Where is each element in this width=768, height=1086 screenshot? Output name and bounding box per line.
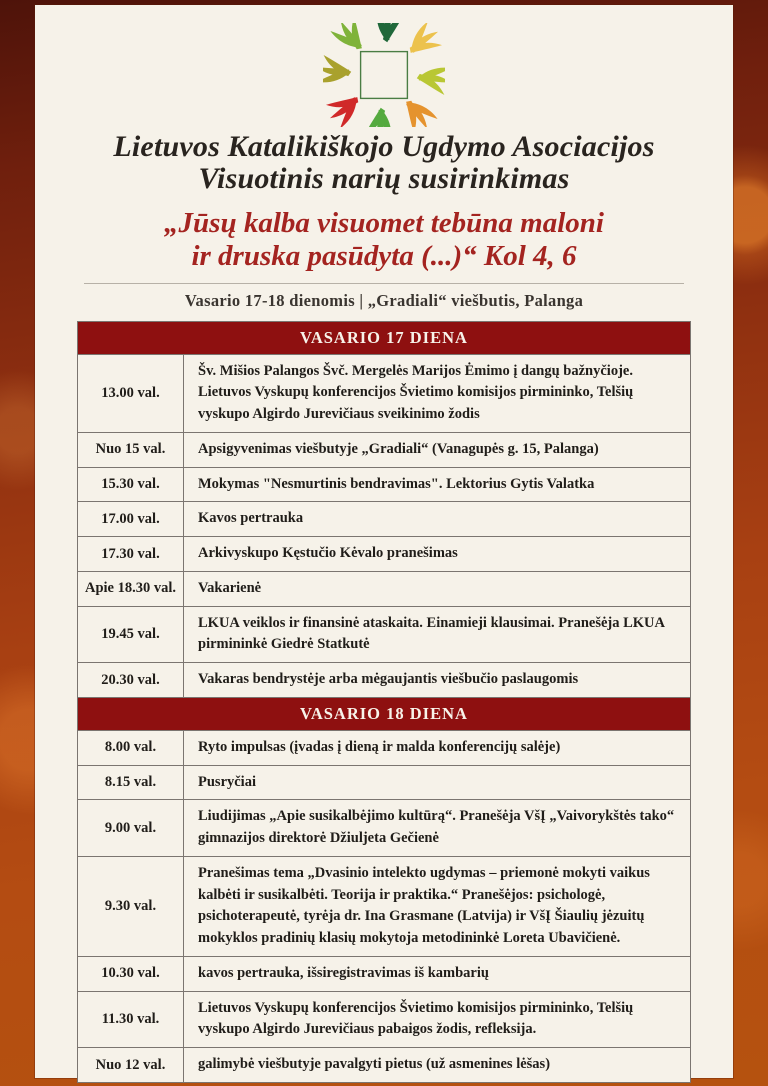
activity-cell: galimybė viešbutyje pavalgyti pietus (už asmenines lėšas)	[184, 1048, 691, 1083]
table-row	[78, 765, 691, 800]
time-cell: Nuo 15 val.	[78, 432, 184, 467]
page-title-line1: Lietuvos Katalikiškojo Ugdymo Asociacijos	[113, 130, 655, 163]
poster-panel	[35, 5, 733, 1078]
page-title	[35, 131, 733, 194]
day1-header-row	[78, 321, 691, 354]
time-cell: 13.00 val.	[78, 354, 184, 432]
table-row	[78, 571, 691, 606]
time-cell: 9.00 val.	[78, 800, 184, 857]
table-row	[78, 800, 691, 857]
activity-cell: Apsigyvenimas viešbutyje „Gradiali“ (Vanagupės g. 15, Palanga)	[184, 432, 691, 467]
day2-section	[78, 697, 691, 1082]
separator-line	[84, 283, 684, 284]
activity-cell: Šv. Mišios Palangos Švč. Mergelės Marijos Ėmimo į dangų bažnyčioje. Lietuvos Vyskupų konferencijos Švietimo komisijos pirmininko, Telšių vyskupo Algirdo Jurevičiaus sveikinimo žodis	[184, 354, 691, 432]
association-star-logo-icon	[323, 23, 445, 127]
time-cell: 10.30 val.	[78, 956, 184, 991]
table-row	[78, 1048, 691, 1083]
event-date-venue: Vasario 17-18 dienomis | „Gradiali“ viešbutis, Palanga	[184, 290, 584, 310]
activity-cell: kavos pertrauka, išsiregistravimas iš kambarių	[184, 956, 691, 991]
activity-cell: Pranešimas tema „Dvasinio intelekto ugdymas – priemonė mokyti vaikus kalbėti ir susikalbėti. Teorija ir praktika.“ Pranešėjos: psichologė, psichoterapeutė, tyrėja dr. Ina Grasmane (Latvija) ir VšĮ Šiaulių jėzuitų mokyklos pradinių klasių mokytoja metodininkė Loreta Ubavičienė.	[184, 856, 691, 956]
table-row	[78, 730, 691, 765]
agenda-table	[77, 321, 691, 1083]
activity-cell: Pusryčiai	[184, 765, 691, 800]
activity-cell: Kavos pertrauka	[184, 502, 691, 537]
activity-cell: Vakaras bendrystėje arba mėgaujantis viešbučio paslaugomis	[184, 663, 691, 698]
activity-cell: Arkivyskupo Kęstučio Kėvalo pranešimas	[184, 537, 691, 572]
table-row	[78, 606, 691, 663]
activity-cell: LKUA veiklos ir finansinė ataskaita. Einamieji klausimai. Pranešėja LKUA pirmininkė Giedrė Statkutė	[184, 606, 691, 663]
time-cell: 17.00 val.	[78, 502, 184, 537]
time-cell: Nuo 12 val.	[78, 1048, 184, 1083]
table-row	[78, 537, 691, 572]
time-cell: 19.45 val.	[78, 606, 184, 663]
day1-header: VASARIO 17 DIENA	[78, 321, 691, 354]
scripture-quote-line2: ir druska pasūdyta (...)“ Kol 4, 6	[191, 240, 577, 273]
activity-cell: Ryto impulsas (įvadas į dieną ir malda konferencijų salėje)	[184, 730, 691, 765]
table-row	[78, 956, 691, 991]
time-cell: 15.30 val.	[78, 467, 184, 502]
scripture-quote-line1: „Jūsų kalba visuomet tebūna maloni	[164, 207, 604, 239]
table-row	[78, 432, 691, 467]
activity-cell: Mokymas "Nesmurtinis bendravimas". Lektorius Gytis Valatka	[184, 467, 691, 502]
scripture-quote	[35, 207, 733, 274]
time-cell: 8.00 val.	[78, 730, 184, 765]
table-row	[78, 991, 691, 1048]
table-row	[78, 663, 691, 698]
day2-header-row	[78, 697, 691, 730]
time-cell: 20.30 val.	[78, 663, 184, 698]
time-cell: 9.30 val.	[78, 856, 184, 956]
activity-cell: Vakarienė	[184, 571, 691, 606]
page-title-line2: Visuotinis narių susirinkimas	[198, 161, 570, 195]
time-cell: Apie 18.30 val.	[78, 571, 184, 606]
table-row	[78, 502, 691, 537]
table-row	[78, 467, 691, 502]
time-cell: 8.15 val.	[78, 765, 184, 800]
table-row	[78, 856, 691, 956]
activity-cell: Liudijimas „Apie susikalbėjimo kultūrą“. Pranešėja VšĮ „Vaivorykštės tako“ gimnazijos direktorė Džiuljeta Gečienė	[184, 800, 691, 857]
day1-section	[78, 321, 691, 697]
time-cell: 17.30 val.	[78, 537, 184, 572]
table-row	[78, 354, 691, 432]
time-cell: 11.30 val.	[78, 991, 184, 1048]
day2-header: VASARIO 18 DIENA	[78, 697, 691, 730]
activity-cell: Lietuvos Vyskupų konferencijos Švietimo komisijos pirmininko, Telšių vyskupo Algirdo Jurevičiaus pabaigos žodis, refleksija.	[184, 991, 691, 1048]
